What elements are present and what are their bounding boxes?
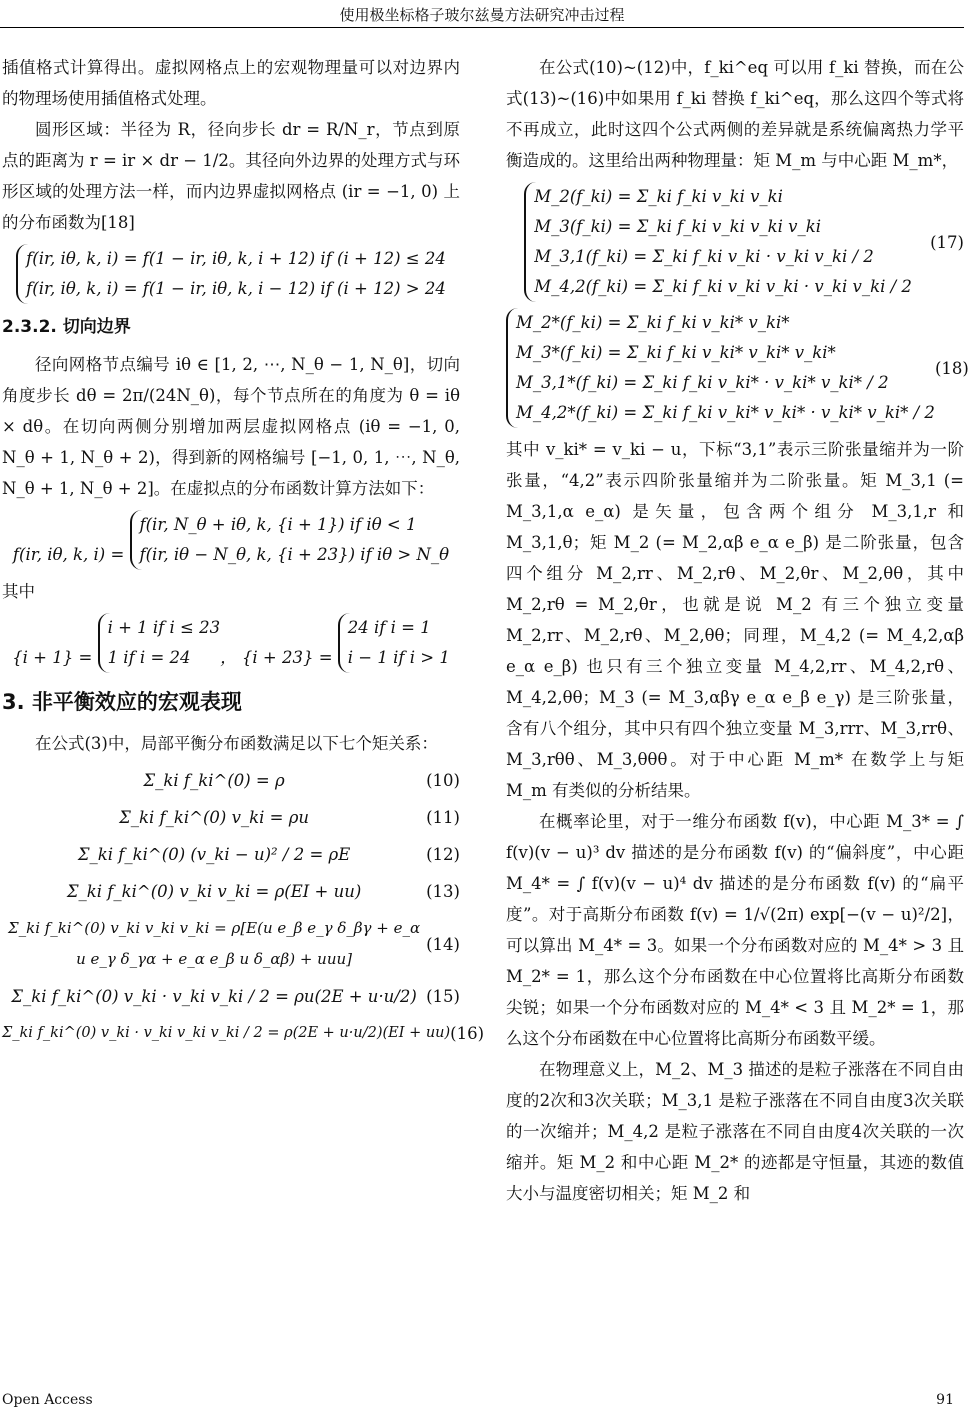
equation-lhs: {i + 1} =: [12, 648, 93, 667]
equation-body: Σ_ki f_ki^(0) = ρ: [143, 771, 285, 790]
section-heading: 3. 非平衡效应的宏观表现: [2, 690, 242, 714]
equation-line: f(ir, iθ, k, i) = f(1 − ir, iθ, k, i + 12) if (i + 12) ≤ 24: [26, 249, 446, 268]
equation-line: M_4,2(f_ki) = Σ_ki f_ki v_ki v_ki · v_ki v_ki / 2: [534, 277, 912, 296]
equation-line: 24 if i = 1: [347, 618, 431, 637]
equation-number: (16): [450, 1024, 485, 1043]
header-rule: [0, 27, 964, 28]
equation-lhs: {i + 23} =: [241, 648, 333, 667]
equation-line: M_3*(f_ki) = Σ_ki f_ki v_ki* v_ki* v_ki*: [516, 343, 836, 362]
equation-number: (14): [426, 934, 460, 954]
equation-12: [2, 839, 460, 870]
equation-number: (12): [426, 845, 460, 864]
left-column: [2, 52, 485, 1055]
equation-line: M_2*(f_ki) = Σ_ki f_ki v_ki* v_ki*: [516, 313, 790, 332]
equation-line: f(ir, iθ − N_θ, k, {i + 23}) if iθ > N_θ: [139, 545, 450, 564]
right-column: [506, 52, 969, 1209]
section-heading: 2.3.2. 切向边界: [2, 317, 131, 337]
equation-line: M_4,2*(f_ki) = Σ_ki f_ki v_ki* v_ki* · v_ki* v_ki* / 2: [516, 403, 935, 422]
equation-body: Σ_ki f_ki^(0) v_ki · v_ki v_ki v_ki / 2 = ρ(2E + u·u/2)(EI + uu): [2, 1025, 451, 1041]
equation-body: Σ_ki f_ki^(0) v_ki = ρu: [119, 808, 310, 827]
equation-13: [2, 876, 460, 907]
equation-tangential: [2, 510, 460, 570]
equation-line: 1 if i = 24: [107, 648, 191, 667]
equation-line: i + 1 if i ≤ 23: [107, 618, 221, 637]
footer-open-access: Open Access: [2, 1392, 93, 1408]
paragraph: 其中: [2, 582, 35, 601]
paragraph: 插值格式计算得出。虚拟网格点上的宏观物理量可以对边界内的物理场使用插值格式处理。: [2, 58, 460, 108]
equation-index-map: {i + 1} = i + 1 if i ≤ 23 1 if i = 24 ， {i + 23} = 24 if i = 1 i − 1 if i > 1: [2, 613, 460, 673]
equation-inner-boundary: [2, 244, 460, 304]
equation-15: [2, 981, 460, 1012]
equation-number: (13): [426, 882, 460, 901]
equation-number: (11): [426, 808, 460, 827]
equation-line: i − 1 if i > 1: [347, 648, 450, 667]
equation-10: [2, 765, 460, 796]
equation-11: [2, 802, 460, 833]
equation-14: [2, 913, 460, 975]
page-number: 91: [936, 1392, 954, 1408]
paragraph: 在概率论里，对于一维分布函数 f(v)，中心距 M_3* = ∫ f(v)(v − u)³ dv 描述的是分布函数 f(v) 的“偏斜度”，中心距 M_4* = ∫ f(v)(v − u)⁴ dv 描述的是分布函数 f(v) 的“扁平度”。对于高斯分布函数 f(v) = 1/√(2π) exp[−(v − u)²/2]，可以算出 M_4* = 3。如果一个分布函数对应的 M_4* > 3 且 M_2* = 1，那么这个分布函数在中心位置将比高斯分布函数尖锐；如果一个分布函数对应的 M_4* < 3 且 M_2* = 1，那么这个分布函数在中心位置将比高斯分布函数平缓。: [506, 812, 964, 1048]
paragraph: 其中 v_ki* = v_ki − u，下标“3,1”表示三阶张量缩并为一阶张量，“4,2”表示四阶张量缩并为二阶张量。矩 M_3,1 (= M_3,1,α e_α) 是矢量，包含两个组分 M_3,1,r 和 M_3,1,θ；矩 M_2 (= M_2,αβ e_α e_β) 是二阶张量，包含四个组分 M_2,rr、M_2,rθ、M_2,θr、M_2,θθ，其中 M_2,rθ = M_2,θr，也就是说 M_2 有三个独立变量 M_2,rr、M_2,rθ、M_2,θθ；同理，M_4,2 (= M_4,2,αβ e_α e_β) 也只有三个独立变量 M_4,2,rr、M_4,2,rθ、M_4,2,θθ；M_3 (= M_3,αβγ e_α e_β e_γ) 是三阶张量，含有八个组分，其中只有四个独立变量 M_3,rrr、M_3,rrθ、M_3,rθθ、M_3,θθθ。对于中心距 M_m* 在数学上与矩 M_m 有类似的分析结果。: [506, 440, 964, 800]
equation-line: M_3,1*(f_ki) = Σ_ki f_ki v_ki* · v_ki* v_ki* / 2: [516, 373, 889, 392]
equation-body: Σ_ki f_ki^(0) v_ki · v_ki v_ki / 2 = ρu(2E + u·u/2): [11, 987, 417, 1006]
equation-body: Σ_ki f_ki^(0) v_ki v_ki = ρ(EI + uu): [66, 882, 362, 901]
equation-body: Σ_ki f_ki^(0) (v_ki − u)² / 2 = ρE: [77, 845, 351, 864]
paragraph: 在物理意义上，M_2、M_3 描述的是粒子涨落在不同自由度的2次和3次关联；M_3,1 是粒子涨落在不同自由度3次关联的一次缩并；M_4,2 是粒子涨落在不同自由度4次关联的一次缩并。矩 M_2 和中心距 M_2* 的迹都是守恒量，其迹的数值大小与温度密切相关；矩 M_2 和: [506, 1060, 964, 1203]
paragraph: 在公式(3)中，局部平衡分布函数满足以下七个矩关系：: [35, 734, 438, 753]
equation-lhs: f(ir, iθ, k, i) =: [12, 545, 125, 564]
paragraph: 圆形区域：半径为 R，径向步长 dr = R/N_r，节点到原点的距离为 r = ir × dr − 1/2。其径向外边界的处理方式与环形区域的处理方法一样，而内边界虚拟网格点 (ir = −1, 0) 上的分布函数为[18]: [2, 120, 460, 232]
equation-16: [2, 1018, 485, 1049]
equation-number: (17): [930, 232, 964, 252]
paragraph: 径向网格节点编号 iθ ∈ [1, 2, ⋯, N_θ − 1, N_θ]，切向角度步长 dθ = 2π/(24N_θ)，每个节点所在的角度为 θ = iθ × dθ。在切向两侧分别增加两层虚拟网格点 (iθ = −1, 0, N_θ + 1, N_θ + 2)，得到新的网格编号 [−1, 0, 1, ⋯, N_θ, N_θ + 1, N_θ + 2]。在虚拟点的分布函数计算方法如下：: [2, 355, 460, 498]
running-header: 使用极坐标格子玻尔兹曼方法研究冲击过程: [339, 6, 625, 24]
equation-line: f(ir, iθ, k, i) = f(1 − ir, iθ, k, i − 12) if (i + 12) > 24: [26, 279, 446, 298]
equation-number: (18): [934, 358, 969, 378]
equation-line: M_3,1(f_ki) = Σ_ki f_ki v_ki · v_ki v_ki / 2: [534, 247, 874, 266]
equation-line: M_2(f_ki) = Σ_ki f_ki v_ki v_ki: [534, 187, 783, 206]
equation-18: [506, 308, 969, 428]
equation-line: M_3(f_ki) = Σ_ki f_ki v_ki v_ki v_ki: [534, 217, 822, 236]
equation-line: f(ir, N_θ + iθ, k, {i + 1}) if iθ < 1: [139, 515, 417, 534]
equation-number: (10): [426, 771, 460, 790]
equation-number: (15): [426, 987, 460, 1006]
equation-body: Σ_ki f_ki^(0) v_ki v_ki v_ki = ρ[E(u e_β e_γ δ_βγ + e_α u e_γ δ_γα + e_α e_β u δ_αβ) + uuu]: [8, 919, 421, 968]
paragraph: 在公式(10)~(12)中，f_ki^eq 可以用 f_ki 替换，而在公式(13)~(16)中如果用 f_ki 替换 f_ki^eq，那么这四个等式将不再成立，此时这四个公式两侧的差异就是系统偏离热力学平衡造成的。这里给出两种物理量：矩 M_m 与中心距 M_m*，: [506, 58, 964, 170]
equation-17: [506, 182, 964, 302]
